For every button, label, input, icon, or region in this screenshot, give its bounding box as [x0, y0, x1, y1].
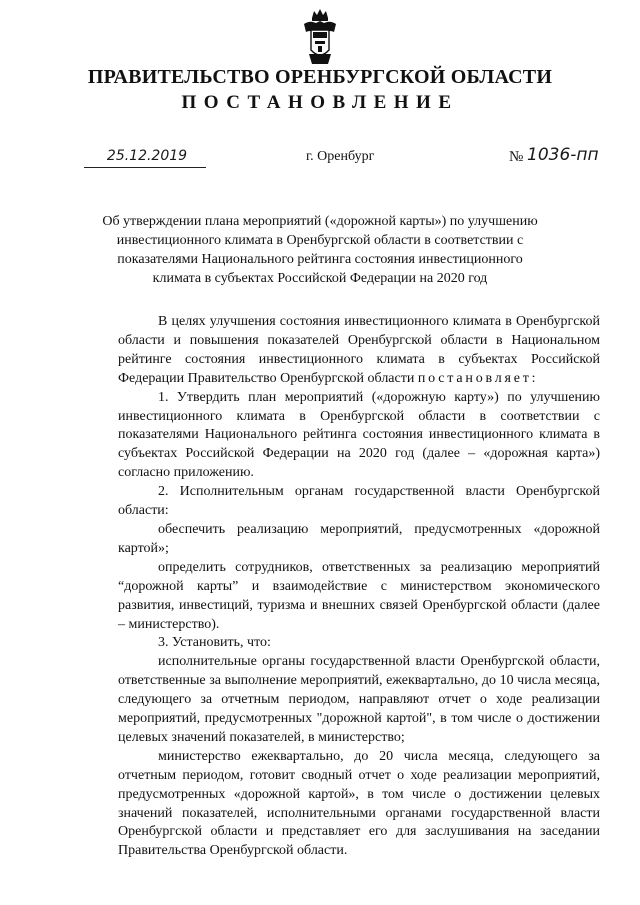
coat-of-arms-icon	[300, 8, 340, 66]
paragraph-preamble	[118, 313, 600, 389]
decree-verb: постановляет:	[417, 370, 539, 386]
date-underline	[84, 167, 206, 168]
government-title: ПРАВИТЕЛЬСТВО ОРЕНБУРГСКОЙ ОБЛАСТИ	[87, 66, 553, 88]
paragraph-item-2-a: обеспечить реализацию мероприятий, предусмотренных «дорожной картой»;	[118, 521, 600, 556]
preamble-text: В целях улучшения состояния инвестиционного климата в Оренбургской области и повышения показателей Оренбургской области в Национальном рейтинге состояния инвестиционного климата в субъектах Российской Федерации Правительство Оренбургской области	[118, 314, 600, 386]
paragraph-item-3-b: министерство ежеквартально, до 20 числа месяца, следующего за отчетным периодом, готовит сводный отчет о ходе реализации мероприятий, предусмотренных «дорожной картой», в том числе о достижении целевых значений показателей, исполнительными органами государственной власти Оренбургской области и представляет его для заслушивания на заседании Правительства Оренбургской области.	[118, 748, 600, 859]
paragraph-item-2-b: определить сотрудников, ответственных за реализацию мероприятий “дорожной карты” и взаимодействие с министерством экономического развития, инвестиций, туризма и внешних связей Оренбургской области (далее – министерство).	[118, 559, 600, 632]
paragraph-item-1: 1. Утвердить план мероприятий («дорожную карту») по улучшению инвестиционного климата в Оренбургской области в соответствии с показателями Национального рейтинга состояния инвестиционного климата в субъектах Российской Федерации на 2020 год (далее – «дорожная карта») согласно приложению.	[118, 389, 600, 481]
paragraph-item-3: 3. Установить, что:	[158, 635, 271, 651]
number-sign: №	[509, 149, 524, 165]
paragraph-item-3-a: исполнительные органы государственной власти Оренбургской области, ответственные за выполнение мероприятий, ежеквартально, до 10 числа месяца, следующего за отчетным периодом, направляют отчет о ходе реализации мероприятий, предусмотренных "дорожной картой", в том числе о достижении целевых значений показателей, в министерство;	[118, 654, 600, 745]
document-body	[118, 313, 600, 861]
document-type-title: ПОСТАНОВЛЕНИЕ	[181, 92, 459, 113]
document-subject: Об утверждении плана мероприятий («дорожной карты») по улучшению инвестиционного климата в Оренбургской области в соответствии с показателями Национального рейтинга состояния инвестиционного климата в субъектах Российской Федерации на 2020 год	[102, 214, 538, 286]
paragraph-item-2: 2. Исполнительным органам государственной власти Оренбургской области:	[118, 484, 600, 519]
document-date: 25.12.2019	[106, 148, 188, 164]
document-meta	[0, 145, 640, 168]
document-number: 1036-пп	[527, 145, 599, 165]
document-city: г. Оренбург	[306, 149, 375, 164]
